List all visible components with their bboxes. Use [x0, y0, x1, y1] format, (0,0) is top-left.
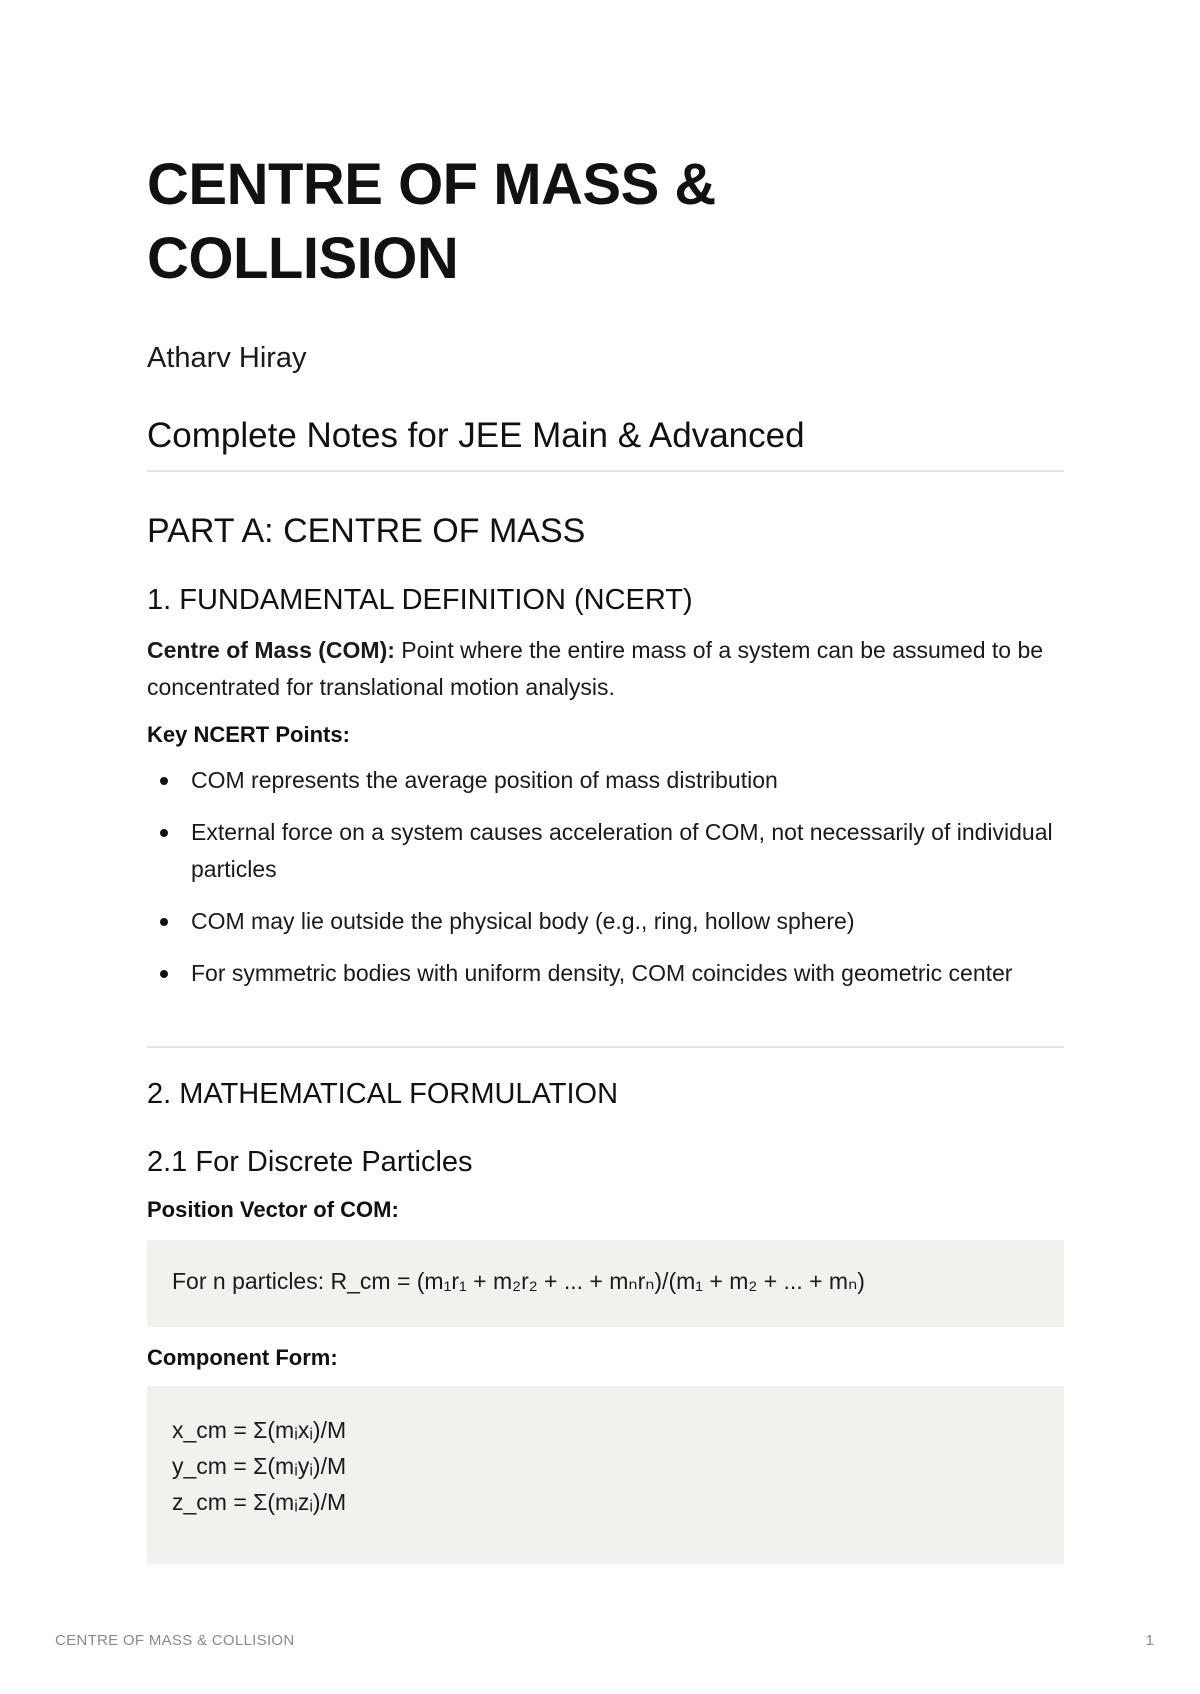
list-item: External force on a system causes acceleration of COM, not necessarily of individual particles [147, 814, 1064, 888]
title-line-1: CENTRE OF MASS & [147, 152, 716, 217]
key-points-list [147, 762, 1064, 1007]
component-formula-block [147, 1386, 1064, 1564]
divider [147, 1046, 1064, 1048]
document-subtitle: Complete Notes for JEE Main & Advanced [147, 416, 805, 455]
part-a-heading: PART A: CENTRE OF MASS [147, 512, 586, 550]
section-2-1-heading: 2.1 For Discrete Particles [147, 1146, 473, 1178]
position-formula-block [147, 1240, 1064, 1327]
definition-text: Point where the entire mass of a system can be assumed to be concentrated for translational motion analysis. [147, 637, 1044, 700]
formula-y: y_cm = Σ(mᵢyᵢ)/M [172, 1453, 347, 1479]
title-line-2: COLLISION [147, 226, 459, 291]
bullet-icon [160, 970, 168, 978]
divider [147, 470, 1064, 472]
list-item: COM represents the average position of mass distribution [147, 762, 1064, 799]
section-2-heading: 2. MATHEMATICAL FORMULATION [147, 1078, 619, 1110]
bullet-icon [160, 777, 168, 785]
com-definition [147, 632, 1064, 706]
footer-doc-title: CENTRE OF MASS & COLLISION [55, 1632, 295, 1649]
formula-x: x_cm = Σ(mᵢxᵢ)/M [172, 1417, 347, 1443]
list-item: For symmetric bodies with uniform density, COM coincides with geometric center [147, 955, 1064, 992]
key-points-label: Key NCERT Points: [147, 722, 350, 747]
bullet-icon [160, 918, 168, 926]
bullet-icon [160, 829, 168, 837]
document-title [147, 148, 716, 296]
section-1-heading: 1. FUNDAMENTAL DEFINITION (NCERT) [147, 584, 693, 616]
page-number: 1 [1145, 1632, 1154, 1649]
definition-term: Centre of Mass (COM): [147, 637, 395, 663]
component-form-label: Component Form: [147, 1345, 338, 1370]
position-formula: For n particles: R_cm = (m₁r₁ + m₂r₂ + ... + mₙrₙ)/(m₁ + m₂ + ... + mₙ) [172, 1268, 865, 1294]
position-vector-label: Position Vector of COM: [147, 1197, 399, 1222]
formula-z: z_cm = Σ(mᵢzᵢ)/M [172, 1489, 347, 1515]
list-item: COM may lie outside the physical body (e.g., ring, hollow sphere) [147, 903, 1064, 940]
author-name: Atharv Hiray [147, 342, 307, 374]
